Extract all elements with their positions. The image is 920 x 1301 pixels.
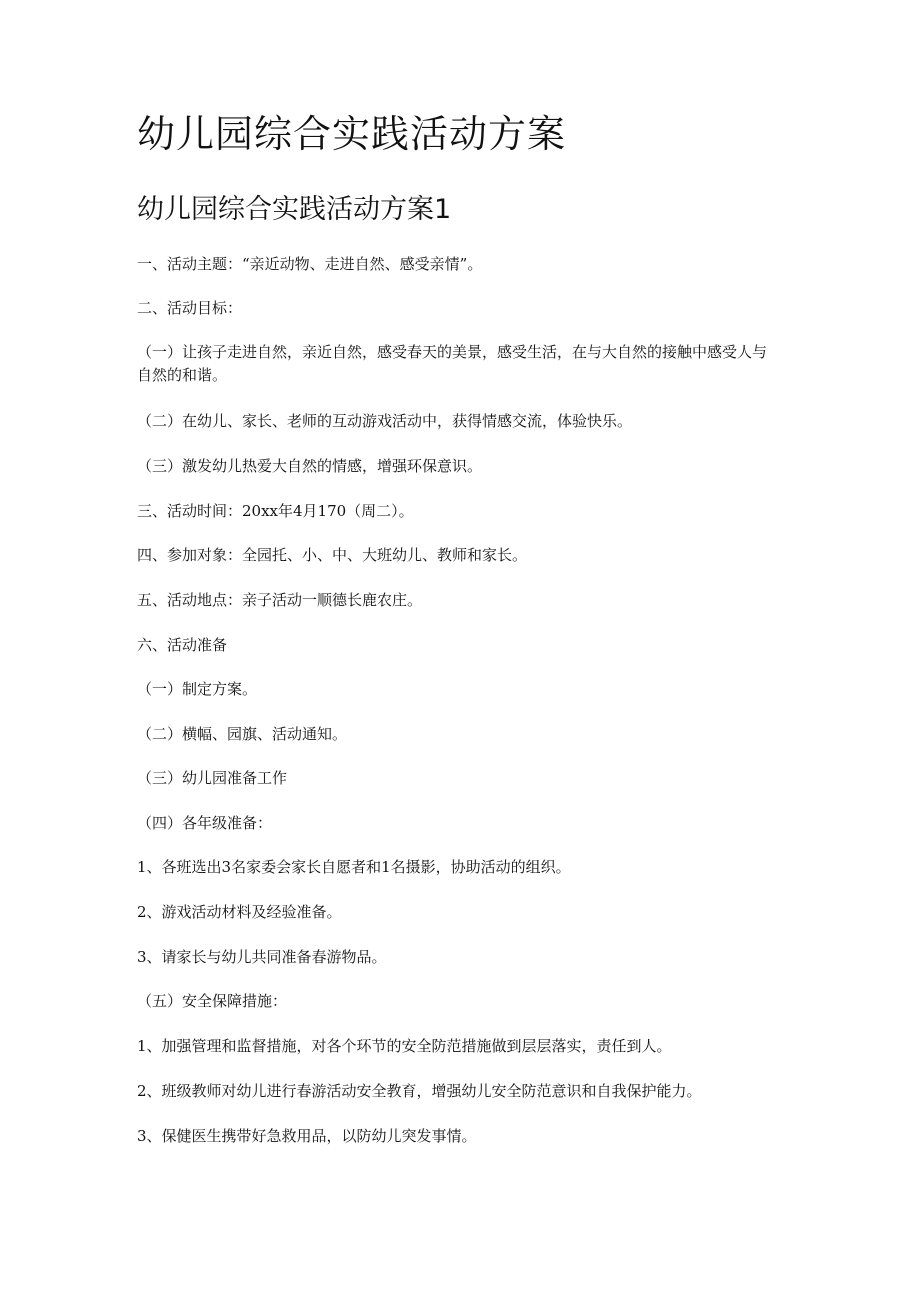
paragraph-goal-1: （一）让孩子走进自然，亲近自然，感受春天的美景，感受生活，在与大自然的接触中感受人与自然的和谐。 xyxy=(137,343,768,384)
paragraph-activity-time: 三、活动时间：20xx年4月170（周二）。 xyxy=(137,502,414,520)
paragraph-prep-grades: （四）各年级准备： xyxy=(137,814,273,832)
paragraph-goal-2: （二）在幼儿、家长、老师的互动游戏活动中，获得情感交流，体验快乐。 xyxy=(137,412,633,430)
paragraph-activity-goals-heading: 二、活动目标： xyxy=(137,299,243,317)
paragraph-participants: 四、参加对象：全园托、小、中、大班幼儿、教师和家长。 xyxy=(137,546,528,564)
document-title: 幼儿园综合实践活动方案 xyxy=(137,112,567,156)
paragraph-prep-banners: （二）横幅、园旗、活动通知。 xyxy=(137,725,348,743)
paragraph-grade-item-1: 1、各班选出3名家委会家长自愿者和1名摄影，协助活动的组织。 xyxy=(137,858,571,876)
paragraph-preparation-heading: 六、活动准备 xyxy=(137,636,228,654)
paragraph-grade-item-2: 2、游戏活动材料及经验准备。 xyxy=(137,903,342,921)
paragraph-activity-theme: 一、活动主题：“亲近动物、走进自然、感受亲情”。 xyxy=(137,255,483,273)
paragraph-safety-item-2: 2、班级教师对幼儿进行春游活动安全教育，增强幼儿安全防范意识和自我保护能力。 xyxy=(137,1082,702,1100)
paragraph-safety-item-1: 1、加强管理和监督措施，对各个环节的安全防范措施做到层层落实，责任到人。 xyxy=(137,1037,672,1055)
paragraph-location: 五、活动地点：亲子活动一顺德长鹿农庄。 xyxy=(137,591,423,609)
paragraph-goal-3: （三）激发幼儿热爱大自然的情感，增强环保意识。 xyxy=(137,457,483,475)
paragraph-prep-plan: （一）制定方案。 xyxy=(137,680,258,698)
paragraph-grade-item-3: 3、请家长与幼儿共同准备春游物品。 xyxy=(137,948,387,966)
paragraph-safety-heading: （五）安全保障措施： xyxy=(137,992,288,1010)
paragraph-safety-item-3: 3、保健医生携带好急救用品，以防幼儿突发事情。 xyxy=(137,1127,477,1145)
section-title: 幼儿园综合实践活动方案1 xyxy=(137,194,452,225)
paragraph-prep-kindergarten: （三）幼儿园准备工作 xyxy=(137,769,288,787)
